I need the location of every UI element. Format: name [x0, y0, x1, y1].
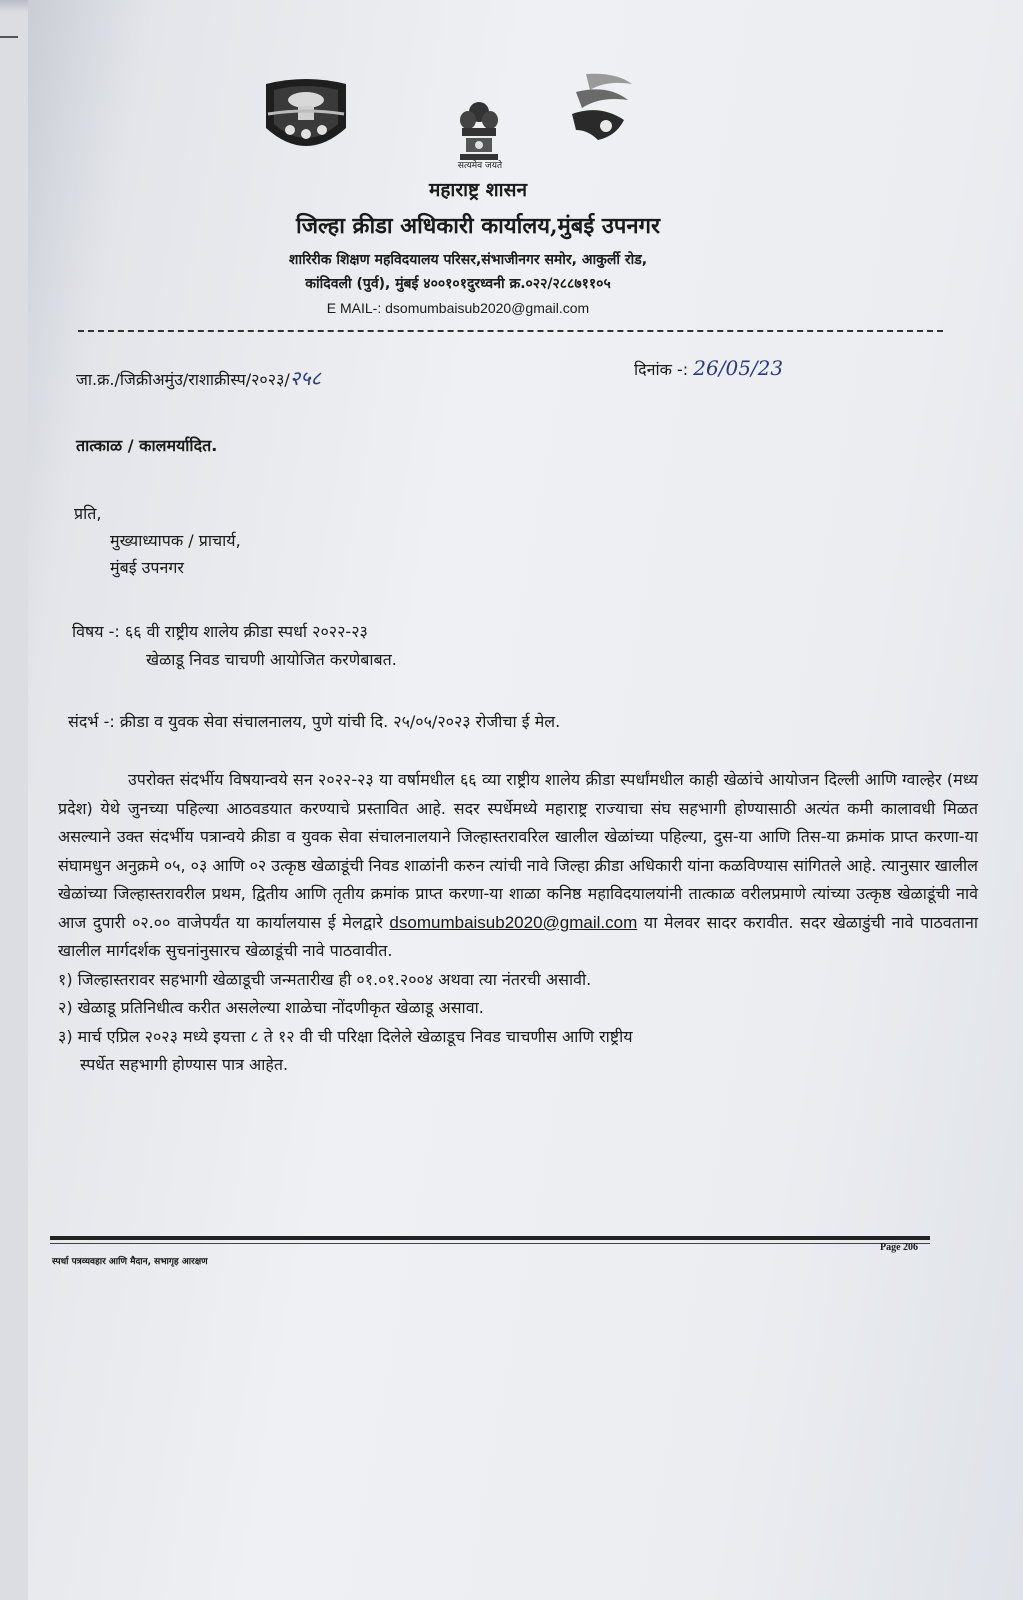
recipient-line-3: मुंबई उपनगर	[110, 558, 184, 577]
district-sports-logo-icon	[260, 78, 352, 156]
letter-date	[634, 356, 783, 380]
recipient-block	[74, 500, 241, 581]
footer-rule-thin	[50, 1243, 930, 1244]
header-email: E MAIL-: dsomumbaisub2020@gmail.com	[326, 300, 590, 316]
address-line-1: शारिरीक शिक्षण महविदयालय परिसर,संभाजीनगर समोर, आकुर्ली रोड,	[288, 252, 648, 268]
subject-line-2: खेळाडू निवड चाचणी आयोजित करणेबाबत.	[146, 650, 397, 669]
date-label: दिनांक -:	[634, 360, 689, 379]
reference-line: संदर्भ -: क्रीडा व युवक सेवा संचालनालय, पुणे यांची दि. २५/०५/२०२३ रोजीचा ई मेल.	[68, 712, 561, 731]
office-name: जिल्हा क्रीडा अधिकारी कार्यालय,मुंबई उपनगर	[296, 213, 660, 239]
recipient-line-2: मुख्याध्यापक / प्राचार्य,	[110, 531, 241, 550]
corner-mark	[0, 36, 18, 38]
subject-block	[72, 618, 397, 674]
letter-page	[28, 0, 1023, 1600]
reference-handwritten-number: २५८	[289, 366, 321, 390]
body-main-text: उपरोक्त संदर्भीय विषयान्वये सन २०२२-२३ या वर्षामधील ६६ व्या राष्ट्रीय शालेय क्रीडा स्पर्धांमधील काही खेळांचे आयोजन दिल्ली आणि ग्वाल्हेर (मध्य प्रदेश) येथे जुनच्या पहिल्या आठवडयात करण्याचे प्रस्तावित आहे. सदर स्पर्धेमध्ये महाराष्ट्र राज्याचा संघ सहभागी होण्यासाठी अत्यंत कमी कालावधी मिळत असल्याने उक्त संदर्भीय पत्रान्वये क्रीडा व युवक सेवा संचालनालयाने जिल्हास्तरावरिल खालील खेळांच्या पहिल्या, दुस-या आणि तिस-या क्रमांक प्राप्त करणा-या संघामधुन अनुक्रमे ०५, ०३ आणि ०२ उत्कृष्ठ खेळाडूंची निवड शाळांनी करुन त्यांची नावे जिल्हा क्रीडा अधिकारी यांना कळविण्यास सांगितले आहे. त्यानुसार खालील खेळांच्या जिल्हास्तरावरील प्रथम, द्वितीय आणि तृतीय क्रमांक प्राप्त करणा-या शाळा कनिष्ठ महाविदयालयांनी तात्काळ वरीलप्रमाणे त्यांच्या उत्कृष्ठ खेळाडूंची नावे आज दुपारी ०२.०० वाजेपर्यंत या कार्यालयास ई मेलद्वारे	[58, 770, 978, 932]
urgency-label: तात्काळ / कालमर्यादित.	[76, 436, 218, 455]
sports-department-logo-icon	[546, 70, 642, 154]
recipient-line-1: प्रति,	[74, 504, 102, 523]
body-after-email-text: या मेलवर सादर करावीत. सदर खेळाडुंची नावे पाठवताना खालील मार्गदर्शक सुचनांनुसारच खेळाडूंची नावे पाठवावीत.	[58, 912, 978, 960]
footer-page-number: Page 206	[880, 1242, 919, 1253]
footer-department: स्पर्धा पत्रव्यवहार आणि मैदान, सभागृह आरक्षण	[52, 1257, 208, 1267]
letter-body	[58, 766, 978, 1080]
guideline-point-1: १) जिल्हास्तरावर सहभागी खेळाडूची जन्मतारीख ही ०१.०१.२००४ अथवा त्या नंतरची असावी.	[58, 969, 592, 989]
body-paragraph	[58, 766, 978, 966]
reference-prefix: जा.क्र./जिक्रीअमुंउ/राशाक्रीस्प/२०२३/	[76, 370, 290, 389]
reference-number	[76, 364, 321, 391]
address-line-2: कांदिवली (पुर्व), मुंबई ४००१०१दुरध्वनी क्र.०२२/२८८७११०५	[305, 276, 611, 292]
date-handwritten-value: 26/05/23	[693, 356, 784, 380]
body-email-link[interactable]: dsomumbaisub2020@gmail.com	[389, 912, 638, 932]
emblem-motto: सत्यमेव जयते	[457, 161, 503, 171]
header-divider	[78, 330, 943, 332]
government-name: महाराष्ट्र शासन	[428, 179, 527, 201]
guideline-point-3-continued: स्पर्धेत सहभागी होण्यास पात्र आहेत.	[80, 1055, 289, 1074]
guideline-point-2: २) खेळाडू प्रतिनिधीत्व करीत असलेल्या शाळेचा नोंदणीकृत खेळाडू असावा.	[58, 998, 484, 1017]
footer-rule	[50, 1236, 930, 1240]
subject-line-1: विषय -: ६६ वी राष्ट्रीय शालेय क्रीडा स्पर्धा २०२२-२३	[72, 622, 368, 641]
guideline-point-3: ३) मार्च एप्रिल २०२३ मध्ये इयत्ता ८ ते १२ वी ची परिक्षा दिलेले खेळाडूच निवड चाचणीस आणि राष्ट्रीय	[58, 1026, 633, 1046]
